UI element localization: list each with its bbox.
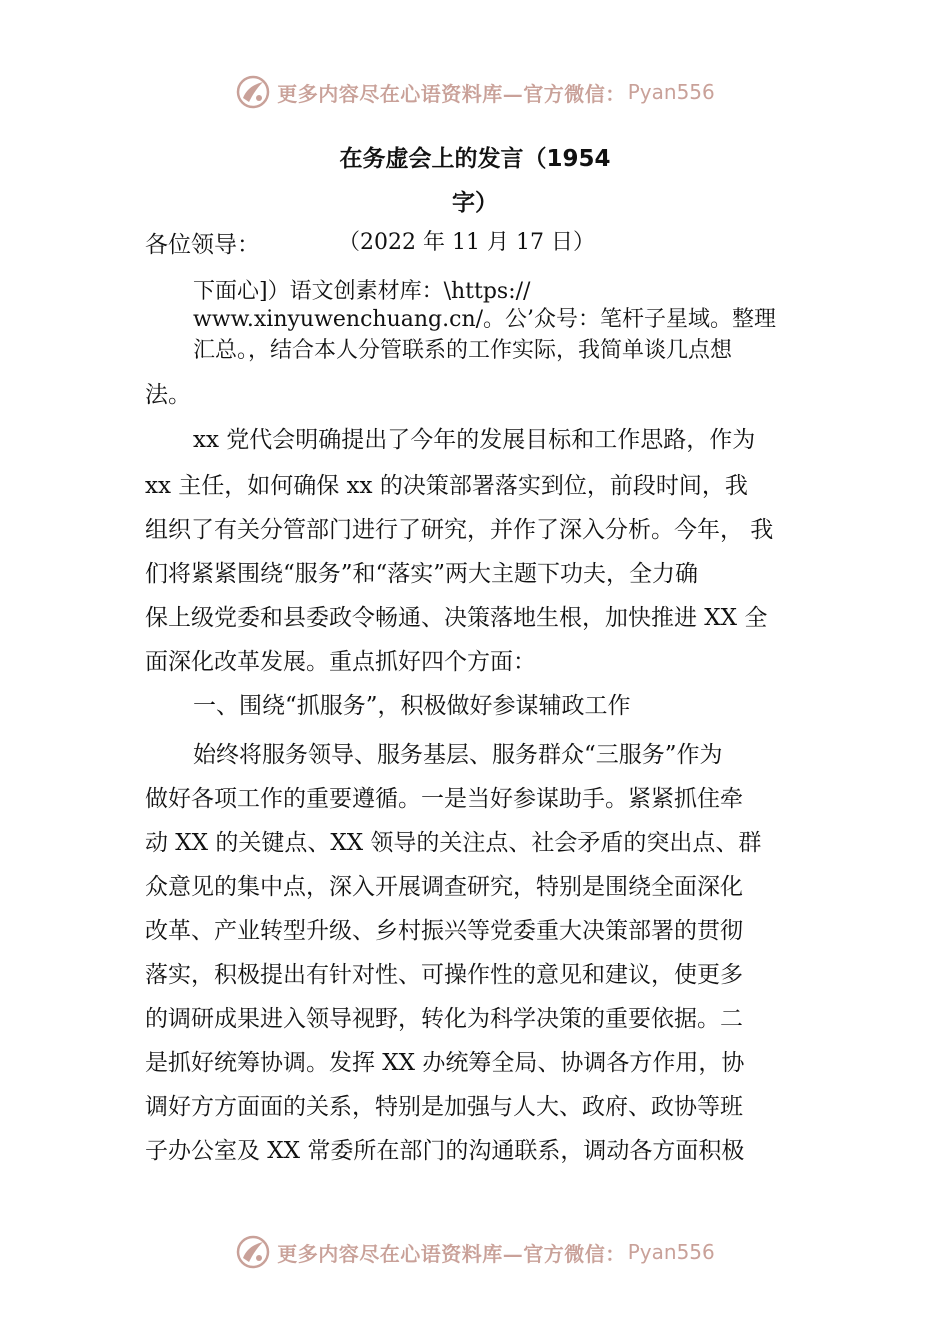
header-watermark bbox=[0, 72, 950, 112]
body-line: 始终将服务领导、服务基层、服务群众“三服务”作为 bbox=[193, 742, 723, 768]
document-date: （2022 年 11 月 17 日） bbox=[338, 230, 595, 255]
body-line: 子办公室及 XX 常委所在部门的沟通联系，调动各方面积极 bbox=[145, 1138, 745, 1164]
body-line: 组织了有关分管部门进行了研究，并作了深入分析。今年， 我 bbox=[145, 517, 774, 543]
document-title-line1: 在务虚会上的发言（1954 bbox=[339, 146, 611, 172]
logo-icon bbox=[235, 1234, 271, 1270]
watermark-text: 更多内容尽在心语资料库—官方微信： bbox=[277, 1241, 626, 1266]
salutation: 各位领导： bbox=[145, 232, 260, 258]
body-line: 改革、产业转型升级、乡村振兴等党委重大决策部署的贯彻 bbox=[145, 918, 743, 944]
watermark-text: 更多内容尽在心语资料库—官方微信： bbox=[277, 81, 626, 106]
section-heading: 一、围绕“抓服务”，积极做好参谋辅政工作 bbox=[193, 693, 631, 719]
body-line: 调好方方面面的关系，特别是加强与人大、政府、政协等班 bbox=[145, 1094, 743, 1120]
body-line: 面深化改革发展。重点抓好四个方面： bbox=[145, 649, 536, 675]
body-line: www.xinyuwenchuang.cn/。公’众号：笔杆子星域。整理 bbox=[193, 307, 777, 332]
watermark-id: Pyan556 bbox=[627, 1240, 715, 1264]
body-line: xx 主任，如何确保 xx 的决策部署落实到位，前段时间，我 bbox=[145, 473, 748, 499]
body-line: 落实，积极提出有针对性、可操作性的意见和建议，使更多 bbox=[145, 962, 743, 988]
document-title-line2: 字） bbox=[452, 190, 498, 216]
body-line: 做好各项工作的重要遵循。一是当好参谋助手。紧紧抓住牵 bbox=[145, 786, 743, 812]
body-line: 动 XX 的关键点、XX 领导的关注点、社会矛盾的突出点、群 bbox=[145, 830, 762, 856]
footer-watermark bbox=[0, 1232, 950, 1272]
body-line: 们将紧紧围绕“服务”和“落实”两大主题下功夫，全力确 bbox=[145, 561, 699, 587]
body-line: 下面心]）语文创素材库：\https:// bbox=[193, 279, 531, 304]
watermark-id: Pyan556 bbox=[627, 80, 715, 104]
body-line: 是抓好统筹协调。发挥 XX 办统筹全局、协调各方作用，协 bbox=[145, 1050, 745, 1076]
body-line: xx 党代会明确提出了今年的发展目标和工作思路，作为 bbox=[193, 427, 756, 453]
body-line: 保上级党委和县委政令畅通、决策落地生根，加快推进 XX 全 bbox=[145, 605, 768, 631]
body-line: 众意见的集中点，深入开展调查研究，特别是围绕全面深化 bbox=[145, 874, 743, 900]
body-line: 汇总。，结合本人分管联系的工作实际，我简单谈几点想 bbox=[193, 338, 733, 363]
body-line: 的调研成果进入领导视野，转化为科学决策的重要依据。二 bbox=[145, 1006, 743, 1032]
logo-icon bbox=[235, 74, 271, 110]
body-line: 法。 bbox=[145, 382, 191, 408]
